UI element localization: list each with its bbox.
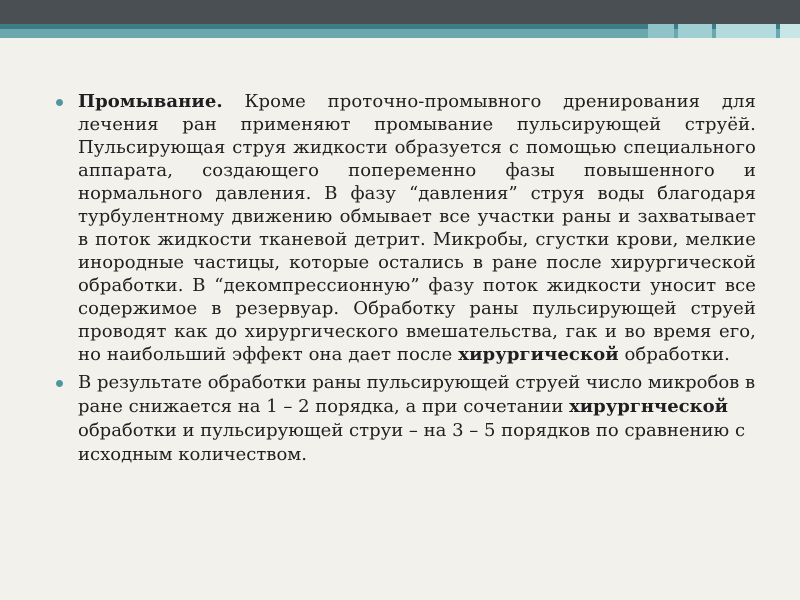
bullet-item-result bbox=[56, 371, 756, 467]
bullet-text: Кроме проточно-промывного дренирования для лечения ран применяют промывание пульсирующей струёй. Пульсирующая струя жидкости образуется с помощью специального аппарата, создающего попеременно фазы повышенного и нормального давления. В фазу “давления” струя воды благодаря турбулентному движению обмывает все участки раны и захватывает в поток жидкости тканевой детрит. Микробы, сгустки крови, мелкие инородные частицы, которые остались в ране после хирургической обработки. В “декомпрессионную” фазу поток жидкости уносит все содержимое в резервуар. Обработку раны пульсирующей струей проводят как до хирургического вмешательства, гак и во время его, но наибольший эффект она дает после bbox=[78, 91, 756, 365]
bullet-text-end: обработки. bbox=[618, 344, 731, 365]
bullet-text: В результате обработки раны пульсирующей струей число микробов в ране снижается на 1 – 2 порядка, а при сочетании bbox=[78, 372, 756, 417]
slide-top-bar bbox=[0, 0, 800, 24]
slide-content bbox=[56, 90, 756, 467]
bullet-bold-term: хирургнческой bbox=[569, 396, 728, 417]
bullet-heading: Промывание. bbox=[78, 91, 223, 112]
bullet-item-rinsing bbox=[56, 90, 756, 366]
bullet-text-end: обработки и пульсирующей струи – на 3 – 5 порядков по сравнению с исходным количеством. bbox=[78, 420, 746, 465]
bullet-dot-icon bbox=[56, 380, 63, 387]
stripe-block bbox=[678, 24, 712, 38]
stripe-block bbox=[716, 24, 776, 38]
bullet-dot-icon bbox=[56, 99, 63, 106]
bullet-list bbox=[56, 90, 756, 467]
bullet-bold-term: хирургической bbox=[458, 344, 619, 365]
stripe-block bbox=[648, 24, 674, 38]
stripe-decoration bbox=[644, 24, 800, 38]
stripe-block bbox=[780, 24, 800, 38]
